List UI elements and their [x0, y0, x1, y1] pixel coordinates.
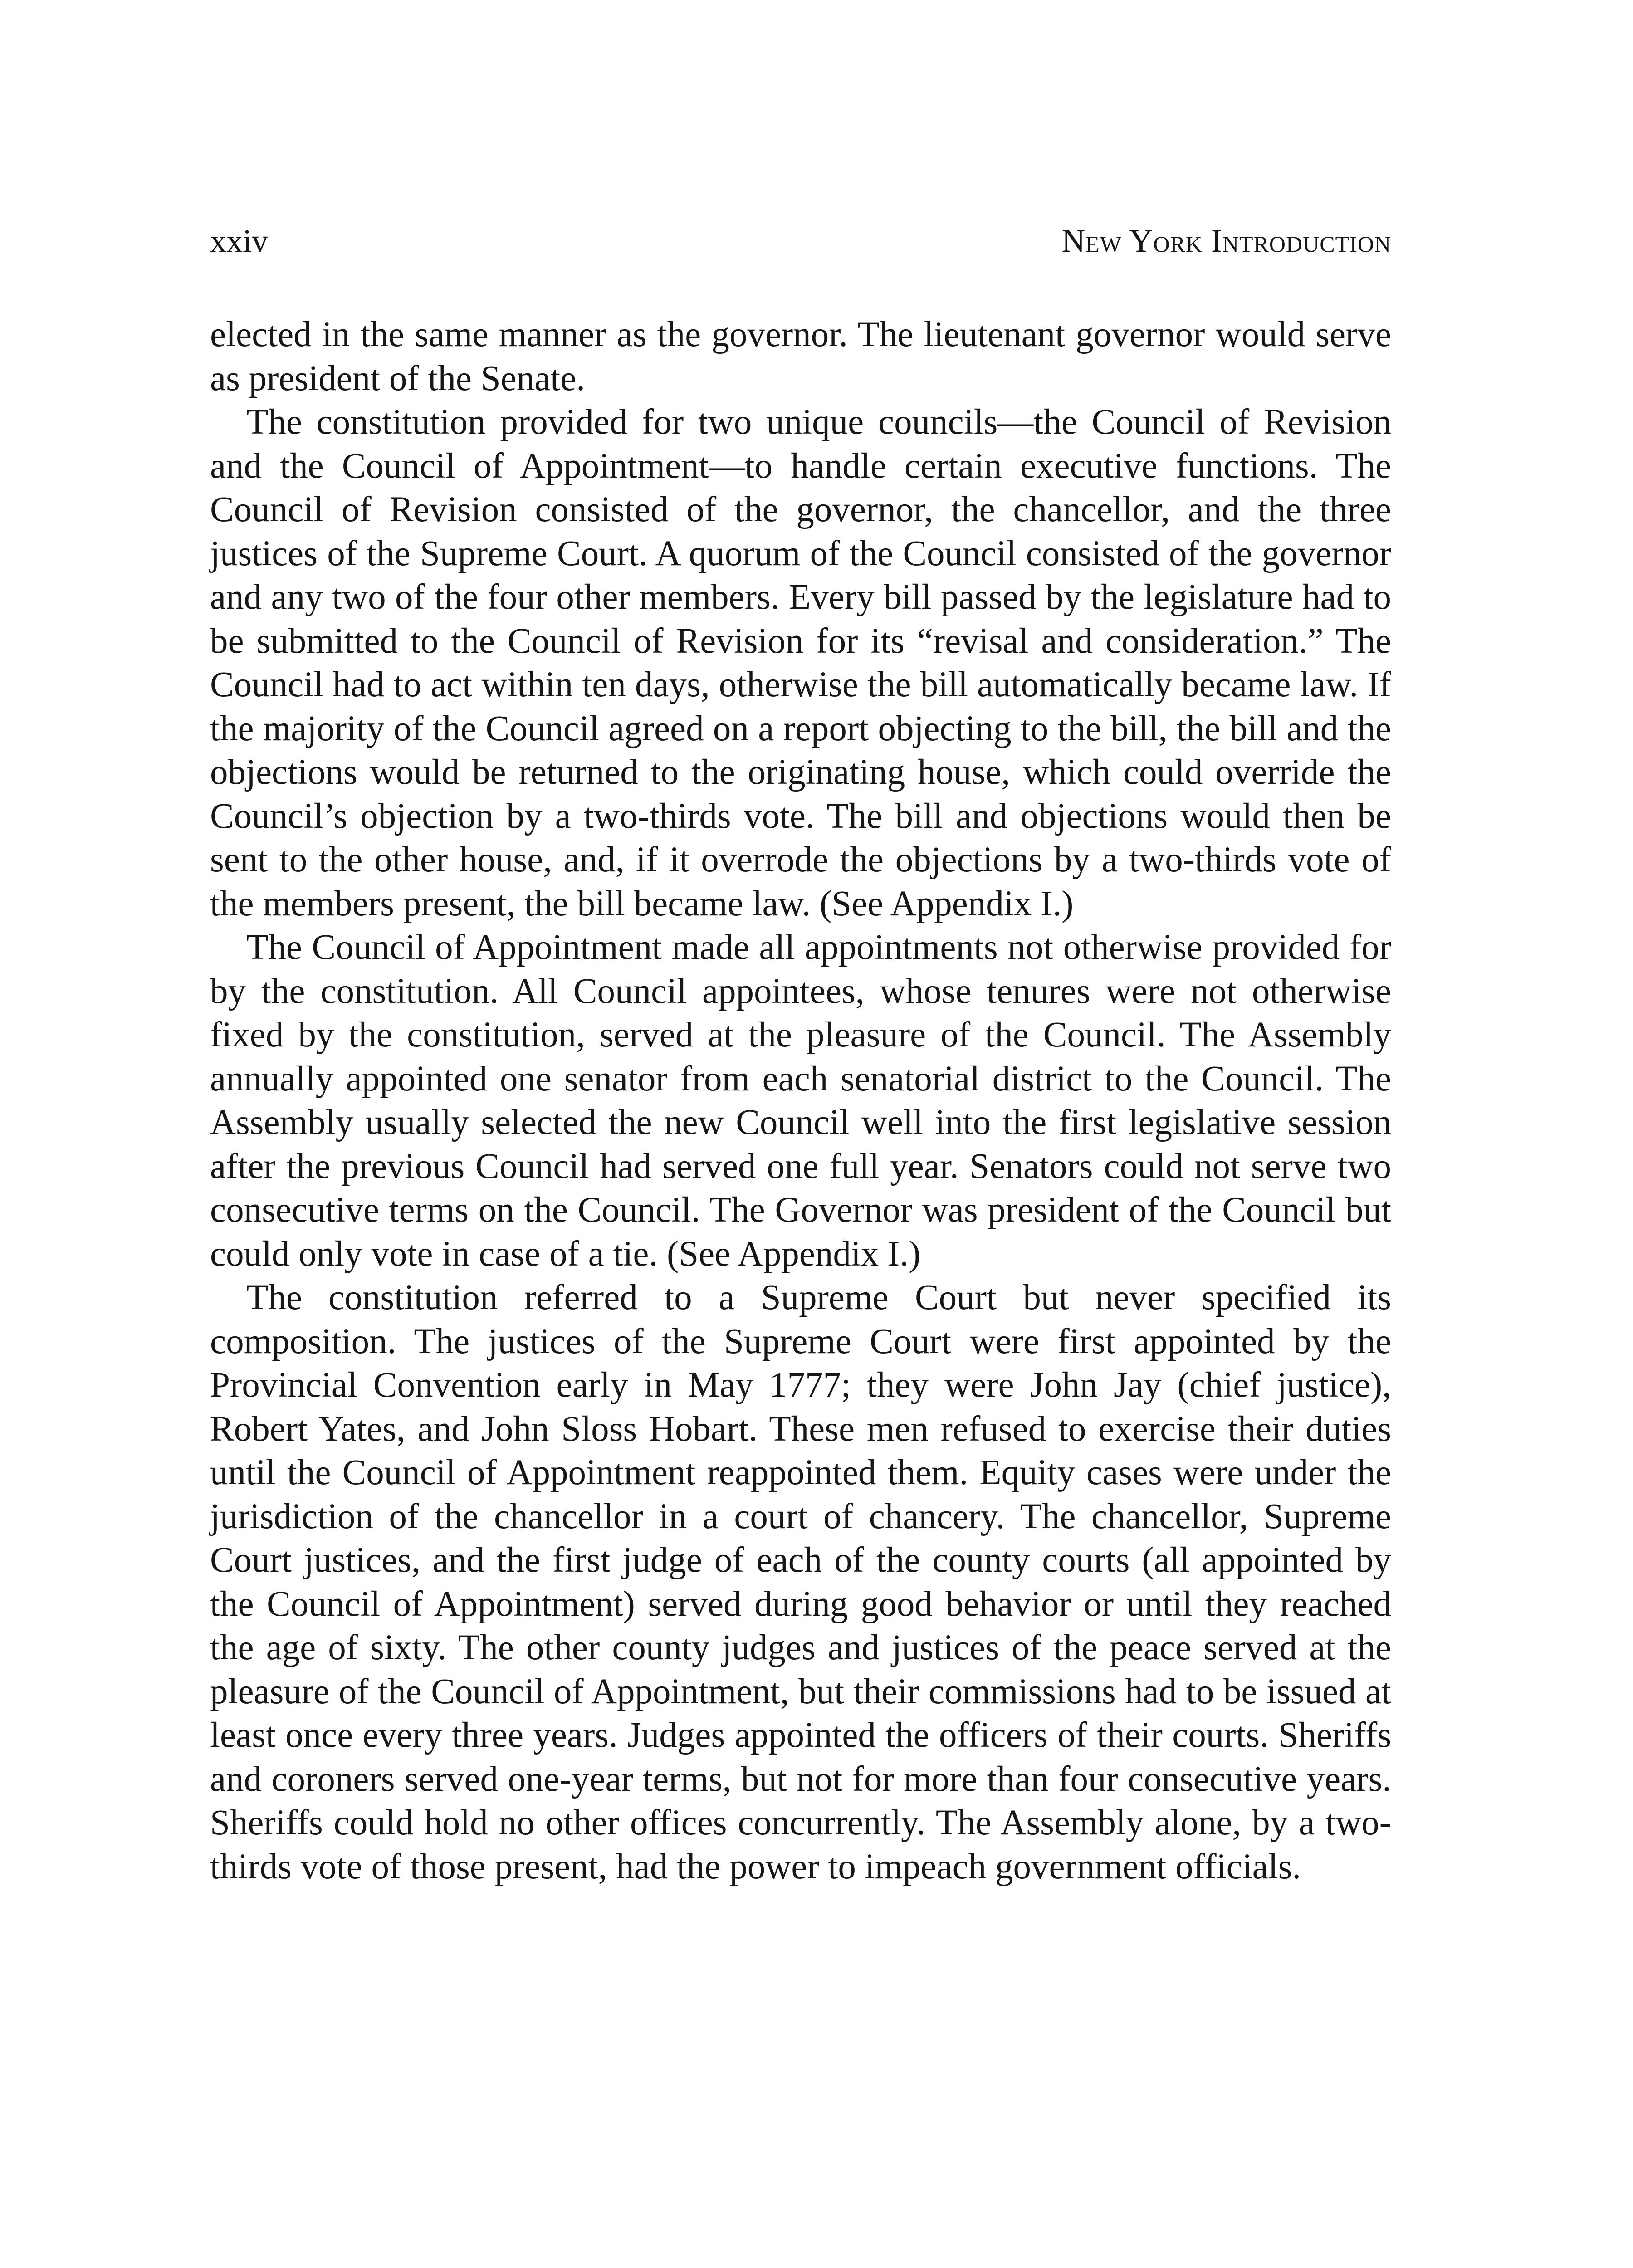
paragraph-council-of-appointment: The Council of Appointment made all appointments not otherwise provided for by the constitution. All Council appointees, whose tenures were not otherwise fixed by the constitution, served at the pleasure of the Council. The Assembly annually appointed one senator from each senatorial district to the Council. The Assembly usually selected the new Council well into the first legislative session after the previous Council had served one full year. Senators could not serve two consecutive terms on the Council. The Governor was president of the Council but could only vote in case of a tie. (See Appendix I.)	[210, 928, 1391, 1274]
paragraph-supreme-court: The constitution referred to a Supreme Court but never specified its composition. The justices of the Supreme Court were first appointed by the Provincial Convention early in May 1777; they were John Jay (chief justice), Robert Yates, and John Sloss Hobart. These men refused to exercise their duties until the Council of Appointment reappointed them. Equity cases were under the jurisdiction of the chancellor in a court of chancery. The chancellor, Supreme Court justices, and the first judge of each of the county courts (all appointed by the Council of Appointment) served during good behavior or until they reached the age of sixty. The other county judges and justices of the peace served at the pleasure of the Council of Appointment, but their commissions had to be issued at least once every three years. Judges appointed the officers of their courts. Sheriffs and coroners served one-year terms, but not for more than four consecutive years. Sheriffs could hold no other offices concurrently. The Assembly alone, by a two-thirds vote of those present, had the power to impeach government officials.	[210, 1278, 1391, 1887]
page-header	[210, 222, 1391, 263]
page-number: xxiv	[210, 223, 269, 259]
paragraph-continuation: elected in the same manner as the governor. The lieutenant governor would serve as president of the Senate.	[210, 315, 1391, 398]
running-head: New York Introduction	[1061, 223, 1391, 259]
body-text	[210, 313, 1391, 1889]
paragraph-council-of-revision: The constitution provided for two unique councils—the Council of Revision and the Council of Appointment—to handle certain executive functions. The Council of Revision consisted of the governor, the chancellor, and the three justices of the Supreme Court. A quorum of the Council consisted of the governor and any two of the four other members. Every bill passed by the legislature had to be submitted to the Council of Revision for its “revisal and consideration.” The Council had to act within ten days, otherwise the bill automatically became law. If the majority of the Council agreed on a report objecting to the bill, the bill and the objections would be returned to the originating house, which could override the Council’s objection by a two-thirds vote. The bill and objections would then be sent to the other house, and, if it overrode the objections by a two-thirds vote of the members present, the bill became law. (See Appendix I.)	[210, 402, 1391, 924]
